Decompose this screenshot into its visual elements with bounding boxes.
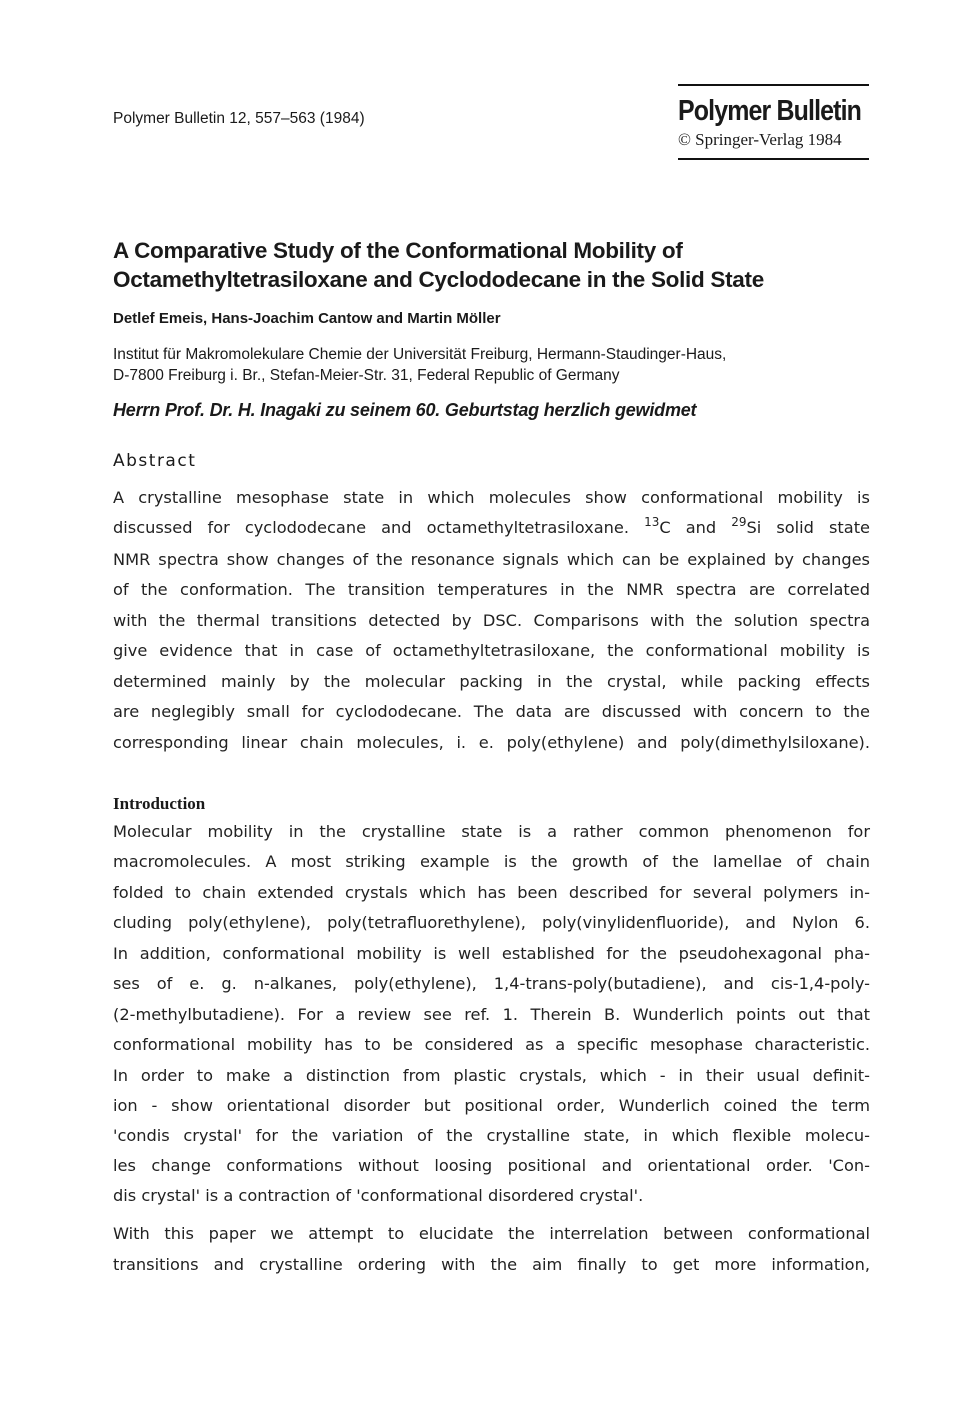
- authors: Detlef Emeis, Hans-Joachim Cantow and Martin Möller: [113, 310, 501, 327]
- paragraph-line: In order to make a distinction from plastic crystals, which - in their usual definit-: [113, 1066, 870, 1085]
- paragraph-line: (2-methylbutadiene). For a review see ref. 1. Therein B. Wunderlich points out that: [113, 1005, 870, 1024]
- affiliation-line: D-7800 Freiburg i. Br., Stefan-Meier-Str. 31, Federal Republic of Germany: [113, 367, 620, 384]
- affiliation: [113, 344, 873, 386]
- paragraph-line: folded to chain extended crystals which has been described for several polymers in-: [113, 883, 870, 902]
- publisher-copyright: © Springer-Verlag 1984: [678, 130, 842, 149]
- title-line: A Comparative Study of the Conformational Mobility of: [113, 238, 683, 263]
- affiliation-line: Institut für Makromolekulare Chemie der Universität Freiburg, Hermann-Staudinger-Haus,: [113, 346, 727, 363]
- abstract-line: corresponding linear chain molecules, i. e. poly(ethylene) and poly(dimethylsiloxane).: [113, 733, 870, 752]
- paragraph-line: In addition, conformational mobility is well established for the pseudohexagonal pha-: [113, 944, 870, 963]
- abstract-text: Si solid state: [746, 518, 870, 537]
- masthead-top-rule: [678, 84, 869, 86]
- isotope-superscript: 29: [731, 515, 747, 529]
- introduction-heading: Introduction: [113, 794, 206, 813]
- paragraph-line: les change conformations without loosing positional and orientational order. 'Con-: [113, 1156, 870, 1175]
- paragraph-line: conformational mobility has to be considered as a specific mesophase characteristic.: [113, 1035, 870, 1054]
- paragraph-line: Molecular mobility in the crystalline state is a rather common phenomenon for: [113, 822, 870, 841]
- paragraph-line: 'condis crystal' for the variation of the crystalline state, in which flexible molecu-: [113, 1126, 870, 1145]
- paragraph-line: With this paper we attempt to elucidate the interrelation between conformational: [113, 1224, 870, 1243]
- paragraph-line: transitions and crystalline ordering with the aim finally to get more information,: [113, 1255, 870, 1274]
- dedication: Herrn Prof. Dr. H. Inagaki zu seinem 60. Geburtstag herzlich gewidmet: [113, 400, 697, 420]
- paragraph-line: macromolecules. A most striking example is the growth of the lamellae of chain: [113, 852, 870, 871]
- title-line: Octamethyltetrasiloxane and Cyclododecane in the Solid State: [113, 267, 764, 292]
- journal-citation: Polymer Bulletin 12, 557–563 (1984): [113, 110, 365, 127]
- abstract-line: [113, 515, 870, 537]
- abstract-heading: Abstract: [113, 451, 197, 471]
- isotope-superscript: 13: [644, 515, 660, 529]
- abstract-line: A crystalline mesophase state in which molecules show conformational mobility is: [113, 488, 870, 507]
- abstract-line: give evidence that in case of octamethyltetrasiloxane, the conformational mobility is: [113, 641, 870, 660]
- paragraph-line: dis crystal' is a contraction of 'conformational disordered crystal'.: [113, 1186, 644, 1205]
- abstract-line: of the conformation. The transition temperatures in the NMR spectra are correlated: [113, 580, 870, 599]
- abstract-line: determined mainly by the molecular packing in the crystal, while packing effects: [113, 672, 870, 691]
- journal-name: Polymer Bulletin: [678, 95, 862, 127]
- paragraph-line: cluding poly(ethylene), poly(tetrafluorethylene), poly(vinylidenfluoride), and Nylon 6.: [113, 913, 870, 932]
- abstract-text: discussed for cyclododecane and octamethyltetrasiloxane.: [113, 518, 630, 537]
- abstract-line: with the thermal transitions detected by DSC. Comparisons with the solution spectra: [113, 611, 870, 630]
- abstract-line: are neglegibly small for cyclododecane. The data are discussed with concern to the: [113, 702, 870, 721]
- abstract-line: NMR spectra show changes of the resonance signals which can be explained by changes: [113, 550, 870, 569]
- paragraph-line: ses of e. g. n-alkanes, poly(ethylene), 1,4-trans-poly(butadiene), and cis-1,4-poly-: [113, 974, 870, 993]
- article-title: [113, 236, 873, 294]
- abstract-text: C and: [659, 518, 717, 537]
- paragraph-line: ion - show orientational disorder but positional order, Wunderlich coined the term: [113, 1096, 870, 1115]
- journal-masthead: [678, 84, 869, 160]
- masthead-bottom-rule: [678, 158, 869, 160]
